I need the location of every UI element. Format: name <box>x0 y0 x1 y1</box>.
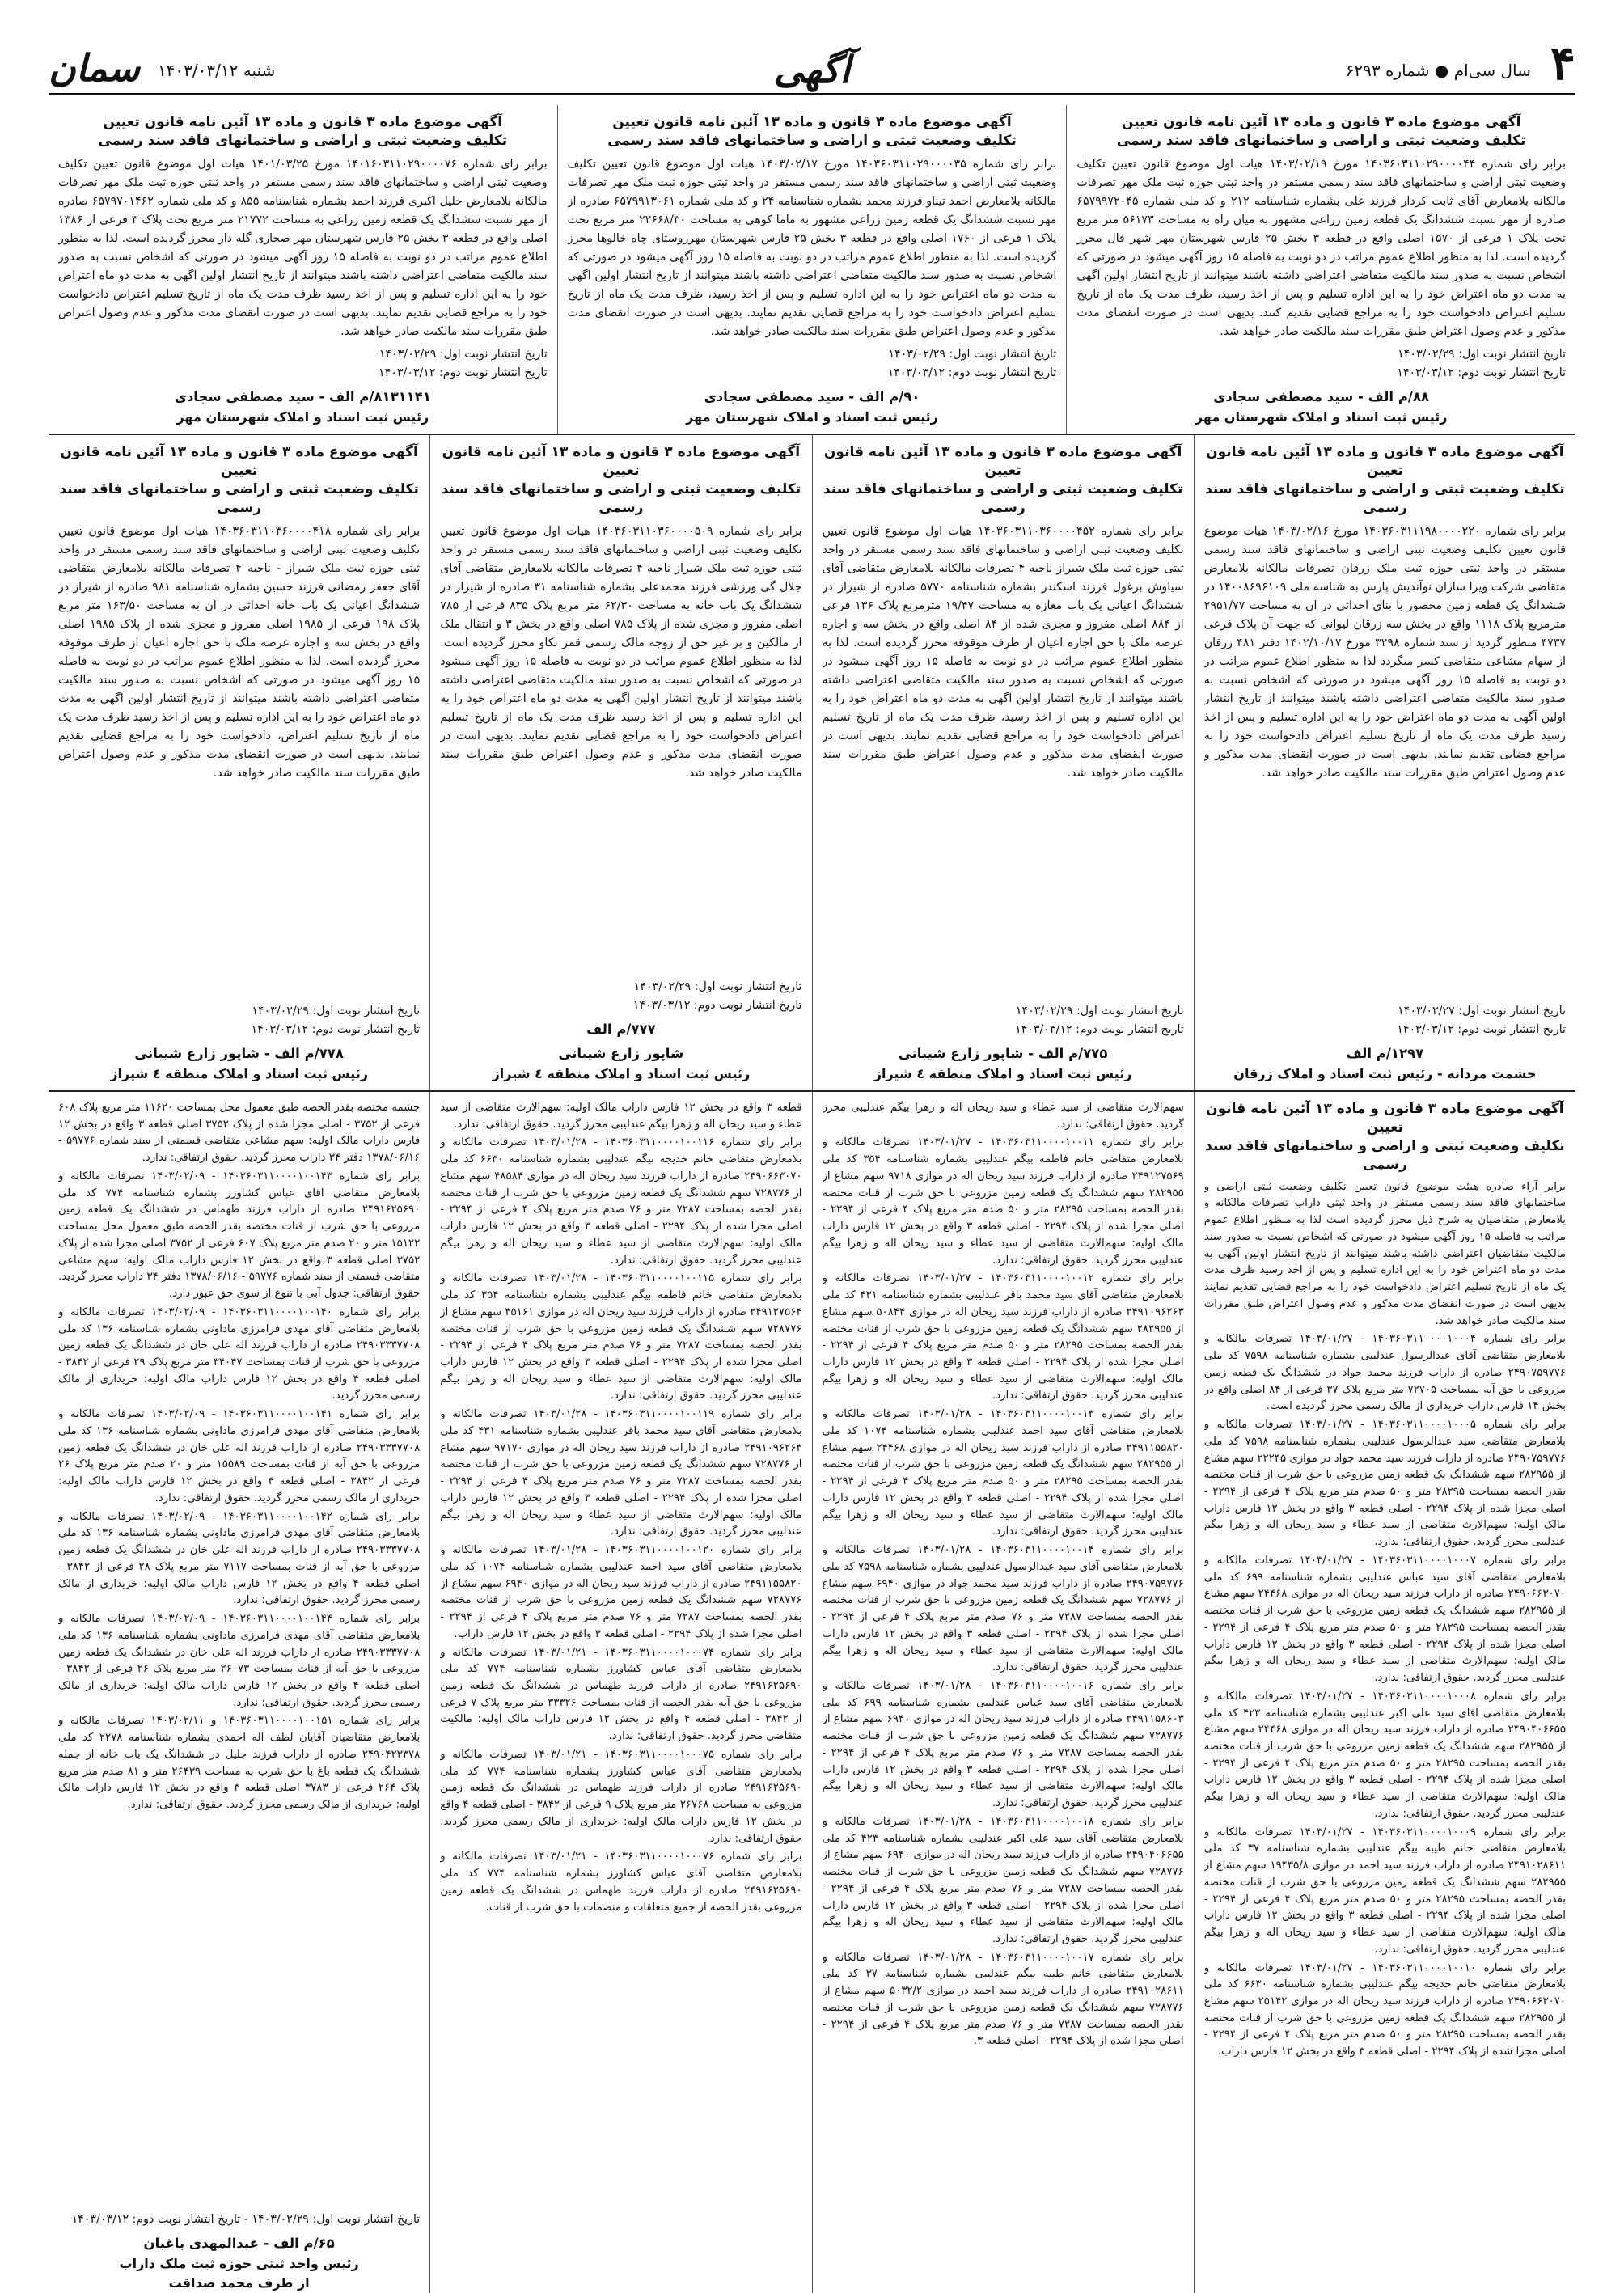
issue-number: سال سی‌ام ● شماره ۶۲۹۳ <box>1345 61 1531 80</box>
notice-item: برابر رای شماره ۱۴۰۳۶۰۳۱۱۰۰۰۰۱۰۰۱۱۵ - ۱۴۰۳/۰۱/۲۸ تصرفات مالکانه و بلامعارض متقاضی خانم فاطمه بیگم عندلیبی بشماره شناسنامه ۳۵۴ کد ملی ۲۴۹۱۲۷۵۶۴ صادره از داراب فرزند سید ریحان اله در موازی ۳۵۱۶۱ سهم مشاع از ۷۲۸۷۷۶ سهم ششدانگ یک قطعه زمین مزروعی با حق شرب از قنات مختصه بقدر الحصه بمساحت ۷۲۸۷ متر و ۷۶ صدم متر مربع پلاک ۴ فرعی از ۲۲۹۴ - اصلی مجزا شده از پلاک ۲۲۹۴ - اصلی قطعه ۳ واقع در بخش ۱۲ فارس داراب مالک اولیه: سهم‌الارث متقاضی از سید عطاء و سید ریحان اله و زهرا بیگم عندلیبی محرز گردید. حقوق ارتفاقی: ندارد. <box>440 1272 802 1402</box>
header-right <box>1345 36 1575 91</box>
ad-notice <box>1194 435 1575 1090</box>
publish-date-1: تاریخ انتشار نوبت اول: ۱۴۰۳/۰۲/۲۹ <box>1398 348 1566 362</box>
ad-title: آگهی موضوع ماده ۳ قانون و ماده ۱۳ آئین نامه قانون تعیین تکلیف وضعیت ثبتی و اراضی و ساختمانهای فاقد سند رسمی <box>59 444 419 516</box>
publish-date-1: تاریخ انتشار نوبت اول: ۱۴۰۳/۰۲/۲۹ <box>1015 1005 1184 1018</box>
publish-date-2: تاریخ انتشار نوبت دوم: ۱۴۰۳/۰۳/۱۲ <box>632 998 802 1012</box>
ad-body: برابر رای شماره ۱۴۰۳۶۰۳۱۱۱۹۸۰۰۰۰۲۲۰ مورخ ۱۴۰۳/۰۲/۱۶ هیات موضوع قانون تعیین تکلیف وضعیت ثبتی اراضی و ساختمانهای فاقد سند رسمی مستقر در واحد ثبتی حوزه ثبت ملک زرقان تصرفات مالکانه بلامعارض متقاضی شرکت ویرا سازان نوآندیش پارس به شناسه ملی ۱۴۰۰۸۶۹۶۱۰۹ در ششدانگ یک قطعه زمین محصور با بنای احداثی در آن به مساحت ۲۹۵۱/۷۷ مترمربع پلاک ۱۱۱۸ واقع در بخش سه زرقان لیوانی که جهت آن پلاک فرعی ۴۷۳۷ منظور گردید از سند شماره ۳۲۹۸ مورخ ۱۴۰۲/۱۰/۱۷ دفتر ۴۸۱ زرقان از سهام مشاعی متقاضی کسر میگردد لذا به منظور اطلاع عموم مراتب در دو نوبت به فاصله ۱۵ روز آگهی میشود در صورتی که اشخاص نسبت به صدور سند مالکیت متقاضی اعتراضی داشته باشند میتوانند از تاریخ انتشار اولین آگهی به مدت دو ماه اعتراض خود را به این اداره تسلیم و پس از اخذ رسید ظرف مدت یک ماه از تاریخ تسلیم اعتراض دادخواست خود را به مراجع قضایی تقدیم نمایند. بدیهی است در صورت انقضای مدت مذکور و عدم وصول اعتراض طبق مقررات سند مالکیت صادر خواهد شد. <box>1203 524 1566 780</box>
ad-office: رئیس ثبت اسناد و املاک منطقه ٤ شیراز <box>110 1066 368 1081</box>
ad-signature: ۸۸/م الف - سید مصطفی سجادی <box>1213 389 1430 405</box>
notice-item: برابر رای شماره ۱۴۰۳۶۰۳۱۱۰۰۰۰۱۰۰۱۱۶ - ۱۴۰۳/۰۱/۲۸ تصرفات مالکانه و بلامعارض متقاضی خانم خدیجه بیگم عندلیبی بشماره شناسنامه ۶۶۳۰ کد ملی ۲۴۹۰۶۶۳۰۷۰ صادره از داراب فرزند سید ریحان اله در موازی ۴۸۵۸۴ سهم مشاع از ۷۲۸۷۷۶ سهم ششدانگ یک قطعه زمین مزروعی با حق شرب از قنات مختصه بقدر الحصه بمساحت ۷۲۸۷ متر و ۷۶ صدم متر مربع پلاک ۴ فرعی از ۲۲۹۴ - اصلی مجزا شده از پلاک ۲۲۹۴ - اصلی قطعه ۳ واقع در بخش ۱۲ فارس داراب مالک اولیه: سهم‌الارث متقاضی از سید عطاء و سید ریحان اله و زهرا بیگم عندلیبی محرز گردید. حقوق ارتفاقی: ندارد. <box>440 1136 802 1267</box>
section-title: آگهی <box>773 48 851 91</box>
notice-item: برابر رای شماره ۱۴۰۳۶۰۳۱۱۰۰۰۰۱۰۰۱۱۹ - ۱۴۰۳/۰۱/۲۸ تصرفات مالکانه و بلامعارض متقاضی آقای سید محمد باقر عندلیبی بشماره شناسنامه ۴۳۱ کد ملی ۲۴۹۱۰۹۶۲۶۳ صادره از داراب فرزند سید ریحان اله در موازی ۹۷۱۷۰ سهم مشاع از ۷۲۸۷۷۶ سهم ششدانگ یک قطعه زمین مزروعی با حق شرب از قنات مختصه بقدر الحصه بمساحت ۷۲۸۷ متر و ۷۶ صدم متر مربع پلاک ۴ فرعی از ۲۲۹۴ - اصلی مجزا شده از پلاک ۲۲۹۴ - اصلی قطعه ۳ واقع در بخش ۱۲ فارس داراب مالک اولیه: سهم‌الارث متقاضی از سید عطاء و سید ریحان اله و زهرا بیگم عندلیبی محرز گردید. حقوق ارتفاقی: ندارد. <box>440 1408 802 1538</box>
page-header <box>49 32 1575 95</box>
ad-body: برابر رای شماره ۱۴۰۳۶۰۳۱۱۰۲۹۰۰۰۰۳۵ مورخ ۱۴۰۳/۰۲/۱۷ هیات اول موضوع قانون تعیین تکلیف وضعیت ثبتی اراضی و ساختمانهای فاقد سند رسمی مستقر در واحد ثبتی حوزه ثبت ملک مهر تصرفات مالکانه بلامعارض احمد تیناو فرزند محمد بشماره شناسنامه ۲۴ و کد ملی شماره ۶۵۷۹۹۱۳۰۶۱ صادره از مهر نسبت ششدانگ یک قطعه زمین زراعی مشهور به ماما کوهی به مساحت ۲۲۶۶۸/۳۰ متر مربع تحت پلاک ۱ فرعی از ۱۷۶۰ اصلی واقع در قطعه ۳ بخش ۲۵ فارس شهرستان مهرروستای چاه خالوها محرز گردیده است. لذا به منظور اطلاع عموم مراتب در دو نوبت به فاصله ۱۵ روز آگهی میشود در صورتی که اشخاص نسبت به صدور سند مالکیت متقاضی اعتراضی داشته باشند میتوانند از تاریخ انتشار اولین آگهی به مدت دو ماه اعتراض خود را به این اداره تسلیم و پس از اخذ رسید، ظرف مدت یک ماه از تاریخ تسلیم اعتراض دادخواست خود را به مراجع قضایی تقدیم نمایند. بدیهی است در صورت انقضای مدت مذکور و عدم وصول اعتراض طبق مقررات سند مالکیت صادر خواهد شد. <box>567 157 1057 338</box>
notice-item: برابر رای شماره ۱۴۰۳۶۰۳۱۱۰۰۰۰۱۰۰۱۲۰ - ۱۴۰۳/۰۱/۲۸ تصرفات مالکانه و بلامعارض متقاضی آقای سید احمد عندلیبی بشماره شناسنامه ۱۰۷۴ کد ملی ۲۴۹۱۱۵۵۸۲۰ صادره از داراب فرزند سید ریحان اله در موازی ۶۹۴۰ سهم مشاع از ۷۲۸۷۷۶ سهم ششدانگ یک قطعه زمین مزروعی با حق شرب از قنات مختصه بقدر الحصه بمساحت ۷۲۸۷ متر و ۷۶ صدم متر مربع پلاک ۴ فرعی از ۲۲۹۴ - اصلی مجزا شده از پلاک ۲۲۹۴ - اصلی قطعه ۳ واقع در بخش ۱۲ فارس داراب. <box>440 1544 802 1640</box>
long-notice-body <box>440 1100 801 2293</box>
long-notice-col-1 <box>1194 1092 1575 2293</box>
ad-office: رئیس ثبت اسناد و املاک شهرستان مهر <box>1195 409 1448 425</box>
long-notice-body <box>58 1100 420 2206</box>
issue-date: شنبه ۱۴۰۳/۰۳/۱۲ <box>157 61 276 80</box>
publish-date-2: تاریخ انتشار نوبت دوم: ۱۴۰۳/۰۳/۱۲ <box>251 1023 421 1037</box>
notice-item: برابر رای شماره ۱۴۰۳۶۰۳۱۱۰۰۰۰۱۰۰۱۴ - ۱۴۰۳/۰۱/۲۸ تصرفات مالکانه و بلامعارض متقاضی آقای سید عبدالرسول عندلیبی بشماره شناسنامه ۷۵۹۸ کد ملی ۲۴۹۰۷۵۹۷۷۶ صادره از داراب فرزند سید محمد جواد در موازی ۶۹۴۰ سهم مشاع از ۷۲۸۷۷۶ سهم ششدانگ یک قطعه زمین مزروعی با حق شرب از قنات مختصه بقدر الحصه بمساحت ۷۲۸۷ متر و ۷۶ صدم متر مربع پلاک ۴ فرعی از ۲۲۹۴ - اصلی مجزا شده از پلاک ۲۲۹۴ - اصلی قطعه ۳ واقع در بخش ۱۲ فارس داراب مالک اولیه: سهم‌الارث متقاضی از سید عطاء و سید ریحان اله و زهرا بیگم عندلیبی محرز گردید. حقوق ارتفاقی: ندارد. <box>822 1544 1184 1674</box>
ad-signature: ۹۰/م الف - سید مصطفی سجادی <box>704 389 920 405</box>
notice-items <box>440 1100 801 1916</box>
notice-items <box>1204 1331 1566 2061</box>
ad-office: رئیس ثبت اسناد و املاک منطقه ٤ شیراز <box>492 1066 751 1081</box>
notice-item: برابر رای شماره ۱۴۰۳۶۰۳۱۱۰۰۰۰۱۰۰۰۷۴ - ۱۴۰۳/۰۱/۲۱ تصرفات مالکانه و بلامعارض متقاضی آقای عباس کشاورز بشماره شناسنامه ۷۷۴ کد ملی ۲۴۹۱۶۲۵۶۹۰ صادره از داراب فرزند طهماس در ششدانگ یک قطعه زمین مزروعی با حق آبه بقدر الحصه از قنات بمساحت ۳۳۳۲۶ متر مربع پلاک ۷ فرعی از ۳۸۴۲ - اصلی قطعه ۴ واقع در بخش ۱۲ فارس داراب مالک اولیه: مالکیت متقاضی محرز گردید. حقوق ارتفاقی: ندارد. <box>440 1646 802 1743</box>
publish-date-2: تاریخ انتشار نوبت دوم: ۱۴۰۳/۰۳/۱۲ <box>1015 1023 1184 1037</box>
ad-title: آگهی موضوع ماده ۳ قانون و ماده ۱۳ آئین نامه قانون تعیین تکلیف وضعیت ثبتی و اراضی و ساختمانهای فاقد سند رسمی <box>607 114 1017 149</box>
ad-body: برابر رای شماره ۱۴۰۳۶۰۳۱۱۰۳۶۰۰۰۰۵۰۹ هیات اول موضوع قانون تعیین تکلیف وضعیت ثبتی اراضی و ساختمانهای فاقد سند رسمی مستقر در واحد ثبتی حوزه ثبت ملک شیراز ناحیه ۴ تصرفات مالکانه بلامعارض متقاضی آقای جلال گی ورزشی فرزند محمدعلی بشماره شناسنامه ۳۱ صادره از شیراز در ششدانگ یک باب خانه به مساحت ۶۲/۳۰ متر مربع پلاک ۸۳۵ فرعی از ۷۸۵ اصلی مفروز و مجزی شده از پلاک ۷۸۵ اصلی واقع در بخش ۳ و انتقال ملک از مالکین و بر غیر حق از زوجه مالک رسمی قمر نکاو محرز گردیده است. لذا به منظور اطلاع عموم مراتب در دو نوبت به فاصله ۱۵ روز آگهی میشود در صورتی که اشخاص نسبت به صدور سند مالکیت متقاضی اعتراضی داشته باشند میتوانند از تاریخ انتشار اولین آگهی به مدت دو ماه اعتراض خود را به این اداره تسلیم و پس از اخذ رسید ظرف مدت یک ماه از تاریخ تسلیم اعتراض دادخواست خود را به مراجع قضایی تقدیم نمایند. بدیهی است در صورت انقضای مدت مذکور و عدم وصول اعتراض طبق مقررات سند مالکیت صادر خواهد شد. <box>440 524 802 780</box>
notice-item: برابر رای شماره ۱۴۰۳۶۰۳۱۱۰۰۰۰۱۰۰۰۵ - ۱۴۰۳/۰۱/۲۷ تصرفات مالکانه و بلامعارض متقاضی سید عبدالرسول عندلیبی بشماره شناسنامه ۷۵۹۸ کد ملی ۲۴۹۰۷۵۹۷۷۶ صادره از داراب فرزند سید محمد جواد در موازی ۲۲۲۴۵ سهم مشاع از ۲۸۲۹۵۵ سهم ششدانگ یک قطعه زمین مزروعی با حق شرب از قنات مختصه بقدر الحصه بمساحت ۲۸۲۹۵ متر و ۵۰ صدم متر مربع پلاک ۴ فرعی از ۲۲۹۴ - اصلی مجزا شده از پلاک ۲۲۹۴ - اصلی قطعه ۳ واقع در بخش ۱۲ فارس داراب مالک اولیه: سهم‌الارث متقاضی از سید عطاء و سید ریحان اله و زهرا بیگم عندلیبی محرز گردید. حقوق ارتفاقی: ندارد. <box>1203 1419 1566 1549</box>
notice-item: برابر رای شماره ۱۴۰۳۶۰۳۱۱۰۰۰۰۱۰۰۱۰ - ۱۴۰۳/۰۱/۲۷ تصرفات مالکانه و بلامعارض متقاضی خانم خدیجه بیگم عندلیبی بشماره شناسنامه ۶۶۳۰ کد ملی ۲۴۹۰۶۶۳۰۷۰ صادره از داراب فرزند سید ریحان اله در موازی ۲۵۱۴۲ سهم مشاع از ۲۸۲۹۵۵ سهم ششدانگ یک قطعه زمین مزروعی با حق شرب از قنات مختصه بقدر الحصه بمساحت ۲۸۲۹۵ متر و ۵۰ صدم متر مربع پلاک ۴ فرعی از ۲۲۹۴ - اصلی مجزا شده از پلاک ۲۲۹۴ - اصلی قطعه ۳ واقع در بخش ۱۲ فارس داراب. <box>1203 1961 1566 2058</box>
notice-item: برابر رای شماره ۱۴۰۳۶۰۳۱۱۰۰۰۰۱۰۰۰۷ - ۱۴۰۳/۰۱/۲۷ تصرفات مالکانه و بلامعارض متقاضی آقای سید عباس عندلیبی بشماره شناسنامه ۶۹۹ کد ملی ۲۴۹۰۶۶۳۰۷۰ صادره از داراب فرزند سید ریحان اله در موازی ۲۴۴۶۸ سهم مشاع از ۲۸۲۹۵۵ سهم ششدانگ یک قطعه زمین مزروعی با حق شرب از قنات مختصه بقدر الحصه بمساحت ۲۸۲۹۵ متر و ۵۰ صدم متر مربع پلاک ۴ فرعی از ۲۲۹۴ - اصلی مجزا شده از پلاک ۲۲۹۴ - اصلی قطعه ۳ واقع در بخش ۱۲ فارس داراب مالک اولیه: سهم‌الارث متقاضی از سید عطاء و سید ریحان اله و زهرا بیگم عندلیبی محرز گردید. حقوق ارتفاقی: ندارد. <box>1203 1554 1566 1685</box>
long-notice-body <box>1204 1179 1566 2293</box>
notice-item: برابر رای شماره ۱۴۰۳۶۰۳۱۱۰۰۰۰۱۰۰۰۷۶ - ۱۴۰۳/۰۱/۲۱ تصرفات مالکانه و بلامعارض متقاضی آقای عباس کشاورز بشماره شناسنامه ۷۷۴ کد ملی ۲۴۹۱۶۲۵۶۹۰ صادره از داراب فرزند طهماس در ششدانگ یک قطعه زمین مزروعی بقدر الحصه از جمیع متعلقات و منضمات با حق شرب از قنات. <box>440 1851 802 1914</box>
ad-signature: ۱۲۹۷/م الف <box>1346 1046 1424 1062</box>
ad-body: برابر رای شماره ۱۴۰۳۶۰۳۱۱۰۲۹۰۰۰۰۴۴ مورخ ۱۴۰۳/۰۲/۱۹ هیات اول موضوع قانون تعیین تکلیف وضعیت ثبتی اراضی و ساختمانهای فاقد سند رسمی مستقر در واحد ثبتی حوزه ثبت ملک مهر تصرفات مالکانه بلامعارض آقای ثابت کردار فرزند علی بشماره شناسنامه ۲۱۲ و کد ملی شماره ۶۵۷۹۹۷۲۰۴۵ صادره از مهر نسبت ششدانگ یک قطعه زمین زراعی مشهور به میان راه به مساحت ۵۶۱۷۳ متر مربع تحت پلاک ۱ فرعی از ۱۵۷۰ اصلی واقع در قطعه ۳ بخش ۲۵ فارس شهرستان مهر شهر فال محرز گردیده است. لذا به منظور اطلاع عموم مراتب در دو نوبت به فاصله ۱۵ روز آگهی میشود در صورتی که اشخاص نسبت به صدور سند مالکیت متقاضی اعتراضی داشته باشند میتوانند از تاریخ انتشار اولین آگهی به مدت دو ماه اعتراض خود را به این اداره تسلیم و پس از اخذ رسید، ظرف مدت یک ماه از تاریخ تسلیم اعتراض دادخواست خود را به مراجع قضایی تقدیم کنند. بدیهی است در صورت انقضای مدت مذکور و عدم وصول اعتراض طبق مقررات سند مالکیت صادر خواهد شد. <box>1076 157 1566 338</box>
publish-date-2: تاریخ انتشار نوبت دوم: ۱۴۰۳/۰۳/۱۲ <box>1397 1023 1566 1037</box>
ad-body: برابر رای شماره ۱۴۰۱۶۰۳۱۱۰۲۹۰۰۰۰۷۶ مورخ ۱۴۰۱/۰۳/۲۵ هیات اول موضوع قانون تعیین تکلیف وضعیت ثبتی اراضی و ساختمانهای فاقد سند رسمی مستقر در واحد ثبتی حوزه ثبت ملک مهر تصرفات مالکانه بلامعارض خلیل اکبری فرزند احمد بشماره شناسنامه ۸۵۵ و کد ملی شماره ۶۵۷۹۷۰۱۴۶۲ صادره از مهر نسبت ششدانگ یک قطعه زمین زراعی به مساحت ۲۱۷۷۲ متر مربع تحت پلاک ۳ فرعی از ۱۳۸۶ اصلی واقع در قطعه ۳ بخش ۲۵ فارس شهرستان مهر صحاری گله دار محرز گردیده است. لذا به منظور اطلاع عموم مراتب در دو نوبت به فاصله ۱۵ روز آگهی میشود در صورتی که اشخاص نسبت به صدور سند مالکیت متقاضی اعتراضی داشته باشند میتوانند از تاریخ انتشار اولین آگهی به مدت دو ماه اعتراض خود را به این اداره تسلیم و پس از اخذ رسید ظرف مدت یک ماه از تاریخ تسلیم اعتراض دادخواست خود را به مراجع قضایی تقدیم نمایند. بدیهی است در صورت انقضای مدت مذکور و عدم وصول اعتراض طبق مقررات سند مالکیت صادر خواهد شد. <box>57 157 548 338</box>
ad-title: آگهی موضوع ماده ۳ قانون و ماده ۱۳ آئین نامه قانون تعیین تکلیف وضعیت ثبتی و اراضی و ساختمانهای فاقد سند رسمی <box>823 444 1183 516</box>
ad-title: آگهی موضوع ماده ۳ قانون و ماده ۱۳ آئین نامه قانون تعیین تکلیف وضعیت ثبتی و اراضی و ساختمانهای فاقد سند رسمی <box>1205 444 1565 516</box>
ads-row-2 <box>49 435 1575 1092</box>
notice-item: برابر رای شماره ۱۴۰۳۶۰۳۱۱۰۰۰۰۱۰۰۰۷۵ - ۱۴۰۳/۰۱/۲۱ تصرفات مالکانه و بلامعارض متقاضی آقای عباس کشاورز بشماره شناسنامه ۷۷۴ کد ملی ۲۴۹۱۶۲۵۶۹۰ صادره از داراب فرزند طهماس در ششدانگ یک قطعه زمین مزروعی به مساحت ۲۶۷۶۸ متر مربع پلاک ۹ فرعی از ۳۸۴۲ - اصلی قطعه ۴ واقع در بخش ۱۲ فارس داراب مالک اولیه: خریداری از مالک رسمی محرز گردید. حقوق ارتفاقی: ندارد. <box>440 1748 802 1845</box>
ad-notice <box>49 435 429 1090</box>
ad-office-delegate: از طرف محمد صداقت <box>168 2275 310 2291</box>
ad-office: رئیس ثبت اسناد و املاک شهرستان مهر <box>686 409 938 425</box>
page-number: ۴ <box>1550 36 1575 91</box>
notice-item: قطعه ۳ واقع در بخش ۱۲ فارس داراب مالک اولیه: سهم‌الارث متقاضی از سید عطاء و سید ریحان اله و زهرا بیگم عندلیبی محرز گردید. حقوق ارتفاقی: ندارد. <box>440 1102 802 1131</box>
publish-dates: تاریخ انتشار نوبت اول: ۱۴۰۳/۰۲/۲۹ - تاریخ انتشار نوبت دوم: ۱۴۰۳/۰۳/۱۲ <box>71 2213 421 2227</box>
ad-signature-name: شاپور زارع شیبانی <box>558 1046 684 1062</box>
notice-item: برابر رای شماره ۱۴۰۳۶۰۳۱۱۰۰۰۰۱۰۰۰۹ - ۱۴۰۳/۰۱/۲۷ تصرفات مالکانه و بلامعارض متقاضی خانم طیبه بیگم عندلیبی بشماره شناسنامه ۳۷ کد ملی ۲۴۹۱۰۲۸۶۱۱ صادره از داراب فرزند سید احمد در موازی ۱۹۴۳۵/۸ سهم مشاع از ۲۸۲۹۵۵ سهم ششدانگ یک قطعه زمین مزروعی با حق شرب از قنات مختصه بقدر الحصه بمساحت ۲۸۲۹۵ متر و ۵۰ صدم متر مربع پلاک ۴ فرعی از ۲۲۹۴ - اصلی مجزا شده از پلاک ۲۲۹۴ - اصلی قطعه ۳ واقع در بخش ۱۲ فارس داراب مالک اولیه: سهم‌الارث متقاضی از سید عطاء و سید ریحان اله و زهرا بیگم عندلیبی محرز گردید. حقوق ارتفاقی: ندارد. <box>1203 1826 1566 1956</box>
publish-date-1: تاریخ انتشار نوبت اول: ۱۴۰۳/۰۲/۲۹ <box>252 1005 421 1018</box>
notice-item: برابر رای شماره ۱۴۰۳۶۰۳۱۱۰۰۰۰۱۰۰۱۲ - ۱۴۰۳/۰۱/۲۷ تصرفات مالکانه و بلامعارض متقاضی آقای سید محمد باقر عندلیبی بشماره شناسنامه ۴۳۱ کد ملی ۲۴۹۱۰۹۶۲۶۳ صادره از داراب فرزند سید ریحان اله در موازی ۵۰۸۴۴ سهم مشاع از ۲۸۲۹۵۵ سهم ششدانگ یک قطعه زمین مزروعی با حق شرب از قنات مختصه بقدر الحصه بمساحت ۲۸۲۹۵ متر و ۵۰ صدم متر مربع پلاک ۴ فرعی از ۲۲۹۴ - اصلی مجزا شده از پلاک ۲۲۹۴ - اصلی قطعه ۳ واقع در بخش ۱۲ فارس داراب مالک اولیه: سهم‌الارث متقاضی از سید عطاء و سید ریحان اله و زهرا بیگم عندلیبی محرز گردید. حقوق ارتفاقی: ندارد. <box>822 1272 1184 1402</box>
notice-intro: برابر آراء صادره هیئت موضوع قانون تعیین تکلیف وضعیت ثبتی اراضی و ساختمانهای فاقد سند رسمی مستقر در واحد ثبتی داراب تصرفات مالکانه و بلامعارض متقاضیان به شرح ذیل محرز گردیده است لذا به منظور اطلاع عموم مراتب به فاصله ۱۵ روز آگهی میشود در صورتی که اشخاص نسبت به صدور سند مالکیت متقاضیان اعتراضی داشته باشند میتوانند از تاریخ انتشار اولین آگهی به مدت دو ماه اعتراض خود را به این اداره تسلیم و پس از اخذ رسید ظرف مدت یک ماه از تاریخ تسلیم اعتراض دادخواست خود را به مراجع قضایی تقدیم نمایند بدیهی است در صورت انقضای مدت مذکور و عدم وصول اعتراض طبق مقررات سند مالکیت صادر خواهد شد. <box>1203 1180 1566 1327</box>
ad-office: رئیس ثبت اسناد و املاک شهرستان مهر <box>176 409 429 425</box>
long-notice-body <box>823 1100 1184 2293</box>
notice-item: برابر رای شماره ۱۴۰۳۶۰۳۱۱۰۰۰۰۱۰۰۱۸ - ۱۴۰۳/۰۱/۲۸ تصرفات مالکانه و بلامعارض متقاضی آقای سید علی اکبر عندلیبی بشماره شناسنامه ۴۲۳ کد ملی ۲۴۹۰۴۰۶۶۵۵ صادره از داراب فرزند سید ریحان اله در موازی ۶۹۴۰ سهم مشاع از ۷۲۸۷۷۶ سهم ششدانگ یک قطعه زمین مزروعی با حق شرب از قنات مختصه بقدر الحصه بمساحت ۷۲۸۷ متر و ۷۶ صدم متر مربع پلاک ۴ فرعی از ۲۲۹۴ - اصلی مجزا شده از پلاک ۲۲۹۴ - اصلی قطعه ۳ واقع در بخش ۱۲ فارس داراب مالک اولیه: سهم‌الارث متقاضی از سید عطاء و سید ریحان اله و زهرا بیگم عندلیبی محرز گردید. حقوق ارتفاقی: ندارد. <box>822 1815 1184 1945</box>
long-notice-col-4 <box>49 1092 429 2293</box>
publish-date-2: تاریخ انتشار نوبت دوم: ۱۴۰۳/۰۳/۱۲ <box>1397 366 1566 380</box>
ad-title: آگهی موضوع ماده ۳ قانون و ماده ۱۳ آئین نامه قانون تعیین تکلیف وضعیت ثبتی و اراضی و ساختمانهای فاقد سند رسمی <box>1205 1101 1565 1173</box>
ad-notice <box>812 435 1194 1090</box>
notice-items <box>823 1100 1184 2050</box>
ad-office: رئیس واحد ثبتی حوزه ثبت ملک داراب <box>119 2256 359 2271</box>
newspaper-logo: سمان <box>49 46 140 90</box>
header-left <box>49 46 276 90</box>
long-notice-col-3 <box>429 1092 811 2293</box>
notice-item: برابر رای شماره ۱۴۰۳۶۰۳۱۱۰۰۰۰۱۰۰۱۵۱ و ۱۴۰۳/۰۲/۱۱ تصرفات مالکانه و بلامعارض متقاضیان آقایان لطف اله احمدی بشماره شناسنامه ۲۲۷۸ کد ملی ۲۴۹۰۴۲۳۳۷۸ صادره از داراب فرزند جلیل در ششدانگ یک باب خانه از جمله ششدانگ یک قطعه باغ با حق شرب به مساحت ۲۶۴۳۹ متر و ۸۱ صدم متر مربع پلاک ۲۶۴ فرعی از ۳۷۸۳ اصلی قطعه ۳ واقع در بخش ۱۲ فارس داراب مالک اولیه: خریداری از مالک رسمی محرز گردید. حقوق ارتفاقی: ندارد. <box>58 1715 421 1812</box>
notice-footer <box>58 2211 420 2293</box>
ad-body: برابر رای شماره ۱۴۰۳۶۰۳۱۱۰۳۶۰۰۰۰۴۵۲ هیات اول موضوع قانون تعیین تکلیف وضعیت ثبتی اراضی و ساختمانهای فاقد سند رسمی مستقر در واحد ثبتی حوزه ثبت ملک شیراز ناحیه ۴ تصرفات مالکانه بلامعارض متقاضی آقای سیاوش برغول فرزند اسکندر بشماره شناسنامه ۵۷۷۰ صادره از شیراز در ششدانگ اعیانی یک باب مغازه به مساحت ۱۹/۴۷ مترمربع پلاک ۱۳۶ فرعی از ۸۸۴ اصلی مفروز و مجزی شده از ۸۴ اصلی واقع در بخش سه و اجاره عرصه ملک با حق اجاره اعیان از طرف موقوفه محرز گردیده است. لذا به منظور اطلاع عموم مراتب در دو نوبت به فاصله ۱۵ روز آگهی میشود در صورتی که اشخاص نسبت به صدور سند مالکیت متقاضی اعتراضی داشته باشند میتوانند از تاریخ انتشار اولین آگهی به مدت دو ماه اعتراض خود را به این اداره تسلیم و پس از اخذ رسید، ظرف مدت یک ماه از تاریخ تسلیم اعتراض دادخواست خود را به مراجع قضایی تقدیم نمایند. بدیهی است در صورت انقضای مدت مذکور و عدم وصول اعتراض طبق مقررات سند مالکیت صادر خواهد شد. <box>822 524 1184 780</box>
ad-signature: ۷۷۵/م الف - شاپور زارع شیبانی <box>898 1046 1108 1062</box>
ad-notice <box>429 435 811 1090</box>
ad-signature: ۸۱۳۱۱۴۱/م الف - سید مصطفی سجادی <box>174 389 431 405</box>
long-notice-col-2 <box>812 1092 1194 2293</box>
ad-signature: ۷۷۸/م الف - شاپور زارع شیبانی <box>134 1046 344 1062</box>
notice-items <box>58 1100 420 1814</box>
ad-office: رئیس ثبت اسناد و املاک منطقه ٤ شیراز <box>873 1066 1132 1081</box>
publish-date-2: تاریخ انتشار نوبت دوم: ۱۴۰۳/۰۳/۱۲ <box>378 366 548 380</box>
notice-item: سهم‌الارث متقاضی از سید عطاء و سید ریحان اله و زهرا بیگم عندلیبی محرز گردید. حقوق ارتفاقی: ندارد. <box>822 1102 1184 1131</box>
notice-item: برابر رای شماره ۱۴۰۳۶۰۳۱۱۰۰۰۰۱۰۰۱۳ - ۱۴۰۳/۰۱/۲۸ تصرفات مالکانه و بلامعارض متقاضی آقای سید احمد عندلیبی بشماره شناسنامه ۱۰۷۴ کد ملی ۲۴۹۱۱۵۵۸۲۰ صادره از داراب فرزند سید ریحان اله در موازی ۲۴۴۶۸ سهم مشاع از ۲۸۲۹۵۵ سهم ششدانگ یک قطعه زمین مزروعی با حق شرب از قنات مختصه بقدر الحصه بمساحت ۲۸۲۹۵ متر و ۵۰ صدم متر مربع پلاک ۴ فرعی از ۲۲۹۴ - اصلی مجزا شده از پلاک ۲۲۹۴ - اصلی قطعه ۳ واقع در بخش ۱۲ فارس داراب مالک اولیه: سهم‌الارث متقاضی از سید عطاء و سید ریحان اله و زهرا بیگم عندلیبی محرز گردید. حقوق ارتفاقی: ندارد. <box>822 1408 1184 1538</box>
ad-signature: ۷۷۷/م الف <box>586 1021 656 1037</box>
ad-body: برابر رای شماره ۱۴۰۳۶۰۳۱۱۰۳۶۰۰۰۰۴۱۸ هیات اول موضوع قانون تعیین تکلیف وضعیت ثبتی اراضی و ساختمانهای فاقد سند رسمی مستقر در واحد ثبتی حوزه ثبت ملک شیراز - ناحیه ۴ تصرفات مالکانه بلامعارض متقاضی آقای جعفر رمضانی فرزند حسین بشماره شناسنامه ۹۸۱ صادره از شیراز در ششدانگ اعیانی یک باب خانه احداثی در آن به مساحت ۱۶۳/۵۰ متر مربع پلاک ۱۹۸ فرعی از ۱۹۸۵ اصلی مفروز و مجزی شده از پلاک ۱۹۸۵ اصلی واقع در بخش سه و اجاره عرصه ملک با حق اجاره اعیان از طرف موقوفه محرز گردیده است. لذا به منظور اطلاع عموم مراتب در دو نوبت به فاصله ۱۵ روز آگهی میشود در صورتی که اشخاص نسبت به صدور سند مالکیت متقاضی اعتراضی داشته باشند میتوانند از تاریخ انتشار اولین آگهی به مدت دو ماه اعتراض خود را به این اداره تسلیم و پس از اخذ رسید ظرف مدت یک ماه از تاریخ تسلیم اعتراض، دادخواست خود را به مراجع قضایی تقدیم نمایند. بدیهی است در صورت انقضای مدت مذکور و عدم وصول اعتراض طبق مقررات سند مالکیت صادر خواهد شد. <box>58 524 421 780</box>
notice-item: برابر رای شماره ۱۴۰۳۶۰۳۱۱۰۰۰۰۱۰۰۱۱ - ۱۴۰۳/۰۱/۲۷ تصرفات مالکانه و بلامعارض متقاضی خانم فاطمه بیگم عندلیبی بشماره شناسنامه ۳۵۴ کد ملی ۲۴۹۱۲۷۵۶۹ صادره از داراب فرزند سید ریحان اله در موازی ۹۷۱۸ سهم مشاع از ۲۸۲۹۵۵ سهم ششدانگ یک قطعه زمین مزروعی با حق شرب از قنات مختصه بقدر الحصه بمساحت ۲۸۲۹۵ متر و ۵۰ صدم متر مربع پلاک ۴ فرعی از ۲۲۹۴ - اصلی مجزا شده از پلاک ۲۲۹۴ - اصلی قطعه ۳ واقع در بخش ۱۲ فارس داراب مالک اولیه: سهم‌الارث متقاضی از سید عطاء و سید ریحان اله و زهرا بیگم عندلیبی محرز گردید. حقوق ارتفاقی: ندارد. <box>822 1136 1184 1267</box>
ads-row-1 <box>49 105 1575 435</box>
ad-title: آگهی موضوع ماده ۳ قانون و ماده ۱۳ آئین نامه قانون تعیین تکلیف وضعیت ثبتی و اراضی و ساختمانهای فاقد سند رسمی <box>441 444 801 516</box>
notice-item: برابر رای شماره ۱۴۰۳۶۰۳۱۱۰۰۰۰۱۰۰۱۴۴ - ۱۴۰۳/۰۲/۰۹ تصرفات مالکانه و بلامعارض متقاضی آقای مهدی فرامرزی ماداونی بشماره شناسنامه ۱۳۶ کد ملی ۲۴۹۰۳۳۳۷۷۰۸ صادره از داراب فرزند اله علی خان در ششدانگ یک قطعه زمین مزروعی با حق آبه از قنات بمساحت ۲۶۰۷۳ متر مربع پلاک ۲۶ فرعی از ۳۸۴۲ - اصلی قطعه ۴ واقع در بخش ۱۲ فارس داراب مالک اولیه: خریداری از مالک رسمی محرز گردید. حقوق ارتفاقی: ندارد. <box>58 1613 421 1709</box>
publish-date-1: تاریخ انتشار نوبت اول: ۱۴۰۳/۰۲/۲۹ <box>633 979 802 993</box>
publish-date-1: تاریخ انتشار نوبت اول: ۱۴۰۳/۰۲/۲۷ <box>1398 1005 1566 1018</box>
ads-row-3 <box>49 1092 1575 2293</box>
notice-item: برابر رای شماره ۱۴۰۳۶۰۳۱۱۰۰۰۰۱۰۰۱۴۲ - ۱۴۰۳/۰۲/۰۹ تصرفات مالکانه و بلامعارض متقاضی آقای مهدی فرامرزی ماداونی بشماره شناسنامه ۱۳۶ کد ملی ۲۴۹۰۳۳۳۷۷۰۸ صادره از داراب فرزند اله علی خان در ششدانگ یک قطعه زمین مزروعی با حق آبه از قنات بمساحت ۷۱۱۷ متر مربع پلاک ۲۸ فرعی از ۳۸۴۲ - اصلی قطعه ۴ واقع در بخش ۱۲ فارس داراب مالک اولیه: خریداری از مالک رسمی محرز گردید. حقوق ارتفاقی: ندارد. <box>58 1510 421 1607</box>
header-center <box>773 48 851 91</box>
notice-item: برابر رای شماره ۱۴۰۳۶۰۳۱۱۰۰۰۰۱۰۰۱۴۱ - ۱۴۰۳/۰۲/۰۹ تصرفات مالکانه و بلامعارض متقاضی آقای مهدی فرامرزی ماداونی بشماره شناسنامه ۱۳۶ کد ملی ۲۴۹۰۳۳۳۷۷۰۸ صادره از داراب فرزند اله علی خان در ششدانگ یک قطعه زمین مزروعی با حق آبه از قنات بمساحت ۱۵۵۸۹ متر و ۲۰ صدم متر مربع پلاک ۲۶ فرعی از ۳۸۴۲ - اصلی قطعه ۴ واقع در بخش ۱۲ فارس داراب مالک اولیه: خریداری از مالک رسمی محرز گردید. حقوق ارتفاقی: ندارد. <box>58 1408 421 1504</box>
notice-item: جشمه مختصه بقدر الحصه طبق معمول محل بمساحت ۱۱۶۲۰ متر مربع پلاک ۶۰۸ فرعی از ۳۷۵۲ - اصلی مجزا شده از پلاک ۳۷۵۲ اصلی قطعه ۳ واقع در بخش ۱۲ فارس داراب مالک اولیه: سهم مشاعی متقاضی قسمتی از سند شماره ۵۹۷۷۶ - ۱۳۷۸/۰۶/۱۶ دفتر ۳۴ داراب محرز گردید. حقوق ارتفاقی: ندارد. <box>58 1102 421 1165</box>
notice-item: برابر رای شماره ۱۴۰۳۶۰۳۱۱۰۰۰۰۱۰۰۱۷ - ۱۴۰۳/۰۱/۲۸ تصرفات مالکانه و بلامعارض متقاضی خانم طیبه بیگم عندلیبی بشماره شناسنامه ۳۷ کد ملی ۲۴۹۱۰۲۸۶۱۱ صادره از داراب فرزند سید احمد در موازی ۵۰۳۲/۲ سهم مشاع از ۷۲۸۷۷۶ سهم ششدانگ یک قطعه زمین مزروعی با حق شرب از قنات مختصه بقدر الحصه بمساحت ۷۲۸۷ متر و ۷۶ صدم متر مربع پلاک ۴ فرعی از ۲۲۹۴ - اصلی مجزا شده از پلاک ۲۲۹۴ - اصلی قطعه ۳. <box>822 1951 1184 2048</box>
ad-title: آگهی موضوع ماده ۳ قانون و ماده ۱۳ آئین نامه قانون تعیین تکلیف وضعیت ثبتی و اراضی و ساختمانهای فاقد سند رسمی <box>1116 114 1526 149</box>
ad-title: آگهی موضوع ماده ۳ قانون و ماده ۱۳ آئین نامه قانون تعیین تکلیف وضعیت ثبتی و اراضی و ساختمانهای فاقد سند رسمی <box>98 114 508 149</box>
notice-item: برابر رای شماره ۱۴۰۳۶۰۳۱۱۰۰۰۰۱۰۰۱۴۳ - ۱۴۰۳/۰۲/۰۹ تصرفات مالکانه و بلامعارض متقاضی آقای عباس کشاورز بشماره شناسنامه ۷۷۴ کد ملی ۲۴۹۱۶۲۵۶۹۰ صادره از داراب فرزند طهماس در ششدانگ یک قطعه زمین مزروعی با حق شرب از قنات مختصه بقدر الحصه طبق معمول محل بمساحت ۱۵۱۲۲ متر و ۲۰ صدم متر مربع پلاک ۶۰۷ فرعی از ۳۷۵۲ اصلی مجزا شده از پلاک ۳۷۵۲ اصلی قطعه ۳ واقع در بخش ۱۲ فارس داراب مالک اولیه: سهم مشاعی متقاضی قسمتی از سند شماره ۵۹۷۷۶ - ۱۳۷۸/۰۶/۱۶ دفتر ۳۴ داراب محرز گردید. حقوق ارتفاقی: جدول آبی با تنوع از سوی حق عبور دارد. <box>58 1170 421 1301</box>
publish-date-1: تاریخ انتشار نوبت اول: ۱۴۰۳/۰۲/۲۹ <box>379 348 548 362</box>
publish-date-1: تاریخ انتشار نوبت اول: ۱۴۰۳/۰۲/۲۹ <box>888 348 1057 362</box>
ad-notice <box>1066 105 1575 434</box>
publish-date-2: تاریخ انتشار نوبت دوم: ۱۴۰۳/۰۳/۱۲ <box>887 366 1057 380</box>
notice-item: برابر رای شماره ۱۴۰۳۶۰۳۱۱۰۰۰۰۱۰۰۱۴۰ - ۱۴۰۳/۰۲/۰۹ تصرفات مالکانه و بلامعارض متقاضی آقای مهدی فرامرزی ماداونی بشماره شناسنامه ۱۳۶ کد ملی ۲۴۹۰۳۳۳۷۷۰۸ صادره از داراب فرزند اله علی خان در ششدانگ یک قطعه زمین مزروعی با حق شرب از قنات بمساحت ۳۴۰۴۷ متر مربع پلاک ۲۹ فرعی از ۳۸۴۲ - اصلی قطعه ۴ واقع در بخش ۱۲ فارس داراب مالک اولیه: خریداری از مالک رسمی محرز گردید. <box>58 1305 421 1402</box>
notice-item: برابر رای شماره ۱۴۰۳۶۰۳۱۱۰۰۰۰۱۰۰۰۴ - ۱۴۰۳/۰۱/۲۷ تصرفات مالکانه و بلامعارض متقاضی آقای عبدالرسول عندلیبی بشماره شناسنامه ۷۵۹۸ کد ملی ۲۴۹۰۷۵۹۷۷۶ صادره از داراب فرزند محمد جواد در ششدانگ یک قطعه زمین مزروعی با حق آبه بمساحت ۷۲۷۰۵ متر مربع پلاک ۳۷ فرعی از ۸۴ اصلی واقع در بخش ۱۴ فارس داراب خریداری از مالک رسمی محرز گردیده است. <box>1203 1333 1566 1413</box>
notice-item: برابر رای شماره ۱۴۰۳۶۰۳۱۱۰۰۰۰۱۰۰۱۶ - ۱۴۰۳/۰۱/۲۸ تصرفات مالکانه و بلامعارض متقاضی آقای سید عباس عندلیبی بشماره شناسنامه ۶۹۹ کد ملی ۲۴۹۱۱۵۸۶۰۳ صادره از داراب فرزند سید ریحان اله در موازی ۶۹۴۰ سهم مشاع از ۷۲۸۷۷۶ سهم ششدانگ یک قطعه زمین مزروعی با حق شرب از قنات مختصه بقدر الحصه بمساحت ۷۲۸۷ متر و ۷۶ صدم متر مربع پلاک ۴ فرعی از ۲۲۹۴ - اصلی مجزا شده از پلاک ۲۲۹۴ - اصلی قطعه ۳ واقع در بخش ۱۲ فارس داراب مالک اولیه: سهم‌الارث متقاضی از سید عطاء و سید ریحان اله و زهرا بیگم عندلیبی محرز گردید. حقوق ارتفاقی: ندارد. <box>822 1679 1184 1810</box>
ad-notice <box>557 105 1067 434</box>
ad-notice <box>49 105 557 434</box>
notice-item: برابر رای شماره ۱۴۰۳۶۰۳۱۱۰۰۰۰۱۰۰۰۸ - ۱۴۰۳/۰۱/۲۷ تصرفات مالکانه و بلامعارض متقاضی آقای سید علی اکبر عندلیبی بشماره شناسنامه ۴۲۳ کد ملی ۲۴۹۰۴۰۶۶۵۵ صادره از داراب فرزند سید ریحان اله در موازی ۲۴۴۶۸ سهم مشاع از ۲۸۲۹۵۵ سهم ششدانگ یک قطعه زمین مزروعی با حق شرب از قنات مختصه بقدر الحصه بمساحت ۲۸۲۹۵ متر و ۵۰ صدم متر مربع پلاک ۴ فرعی از ۲۲۹۴ - اصلی مجزا شده از پلاک ۲۲۹۴ - اصلی قطعه ۳ واقع در بخش ۱۲ فارس داراب مالک اولیه: سهم‌الارث متقاضی از سید عطاء و سید ریحان اله و زهرا بیگم عندلیبی محرز گردید. حقوق ارتفاقی: ندارد. <box>1203 1690 1566 1820</box>
ad-signature: ۶۵/م الف - عبدالمهدی باغبان <box>143 2236 335 2252</box>
ad-office: حشمت مردانه - رئیس ثبت اسناد و املاک زرقان <box>1233 1066 1537 1081</box>
